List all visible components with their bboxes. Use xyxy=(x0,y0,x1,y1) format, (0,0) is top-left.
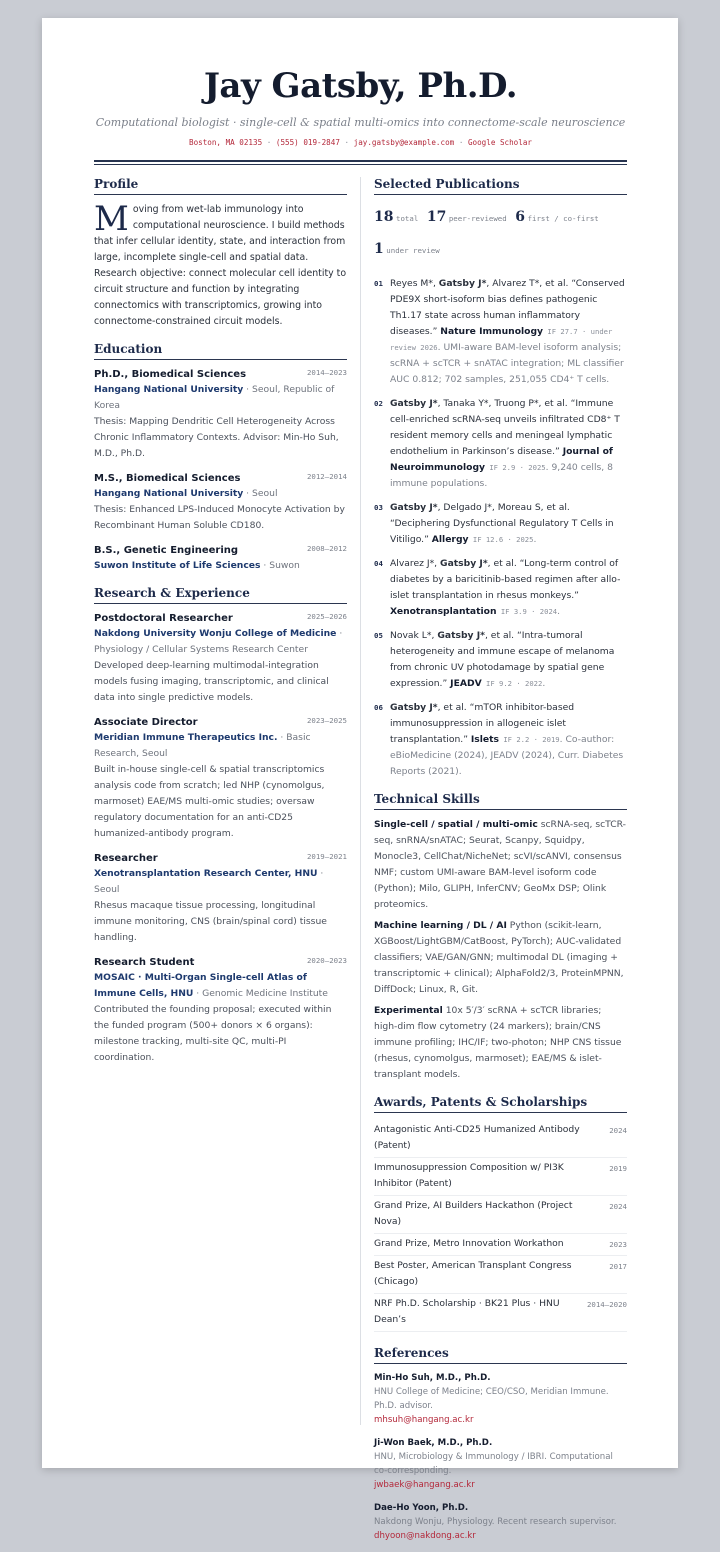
column-divider xyxy=(360,177,361,1425)
institution-location: · Suwon xyxy=(260,560,300,571)
stat-total-label: total xyxy=(396,214,419,223)
institution-line xyxy=(94,486,347,502)
stat-total-count: 18 xyxy=(374,209,394,225)
google-scholar-link[interactable]: Google Scholar xyxy=(467,138,532,147)
institution-name: Hangang National University xyxy=(94,488,244,499)
institution-name: Suwon Institute of Life Sciences xyxy=(94,560,261,571)
reference-affiliation: HNU, Microbiology & Immunology / IBRI. Computational co-corresponding. xyxy=(374,1452,613,1476)
reference-affiliation: Nakdong Wonju, Physiology. Recent research supervisor. xyxy=(374,1517,617,1527)
experience-list xyxy=(94,611,347,1066)
reference-name: Ji-Won Baek, M.D., Ph.D. xyxy=(374,1438,493,1448)
award-item xyxy=(374,1196,627,1234)
skill-label: Experimental xyxy=(374,1005,443,1016)
organization-detail: · Physiology / Cellular Systems Research Center xyxy=(94,628,343,655)
education-list xyxy=(94,367,347,574)
entry-header xyxy=(94,715,347,730)
experience-entry xyxy=(94,611,347,706)
organization-line xyxy=(94,730,347,762)
organization-name: Meridian Immune Therapeutics Inc. xyxy=(94,732,278,743)
education-entry xyxy=(94,543,347,574)
degree-title: M.S., Biomedical Sciences xyxy=(94,473,241,484)
resume-header xyxy=(94,18,627,148)
tagline: Computational biologist · single-cell & spatial multi-omics into connectome-scale neuroscience xyxy=(95,116,626,129)
skill-group xyxy=(374,918,627,998)
award-item xyxy=(374,1234,627,1256)
award-date: 2014–2020 xyxy=(586,1300,627,1309)
resume-page xyxy=(42,18,678,1541)
publication-journal: Journal of Neuroimmunology xyxy=(390,446,613,473)
publication-journal: Xenotransplantation xyxy=(390,606,497,617)
publication-number: 01 xyxy=(374,279,383,288)
reference-item xyxy=(374,1501,627,1543)
publication-self-author: Gatsby J* xyxy=(437,630,485,641)
role-description: Rhesus macaque tissue processing, longitudinal immune monitoring, CNS (brain/spinal cord) tissue handling. xyxy=(94,900,327,943)
section-title-awards: Awards, Patents & Scholarships xyxy=(374,1095,627,1113)
award-text: Antagonistic Anti-CD25 Humanized Antibody (Patent) xyxy=(374,1124,580,1151)
education-entry xyxy=(94,471,347,534)
education-entry xyxy=(94,367,347,462)
publication-citation: , Tanaka Y*, Truong P*, et al. “Immune cell-enriched scRNA-seq unveils infiltrated CD8⁺ T resident memory cells and meningeal lymphatic endothelium in Parkinson’s disease.” xyxy=(390,398,620,457)
references-list xyxy=(374,1371,627,1543)
contact-line xyxy=(94,138,627,148)
institution-location: · Seoul xyxy=(243,488,278,499)
reference-item xyxy=(374,1371,627,1427)
reference-item xyxy=(374,1436,627,1492)
publication-item xyxy=(374,500,627,548)
publication-self-author: Gatsby J* xyxy=(438,278,487,289)
organization-name: Xenotransplantation Research Center, HNU xyxy=(94,868,318,879)
award-text: NRF Ph.D. Scholarship · BK21 Plus · HNU Dean’s xyxy=(374,1298,560,1325)
organization-detail: · Seoul xyxy=(94,868,324,895)
organization-line xyxy=(94,866,347,898)
thesis-text: Thesis: Enhanced LPS-Induced Monocyte Activation by Recombinant Human Soluble CD180. xyxy=(94,504,345,531)
reference-name: Min-Ho Suh, M.D., Ph.D. xyxy=(374,1373,491,1383)
entry-header xyxy=(94,851,347,866)
profile-body: oving from wet-lab immunology into computational neuroscience. I build methods that infer cellular identity, state, and interaction from large, incomplete single-cell and spatial data. Research objective: connect molecular cell identity to circuit structure and function by integrating connectomics with transcriptomics, growing into connectome-constrained circuit models. xyxy=(94,204,347,327)
entry-date: 2012–2014 xyxy=(306,472,347,481)
publication-meta: IF 2.9 · 2025 xyxy=(485,463,546,472)
role-title: Postdoctoral Researcher xyxy=(94,613,233,624)
candidate-name: Jay Gatsby, Ph.D. xyxy=(203,66,518,106)
degree-title: B.S., Genetic Engineering xyxy=(94,545,239,556)
publication-journal: JEADV xyxy=(450,678,482,689)
publication-number: 05 xyxy=(374,631,383,640)
publication-meta: IF 9.2 · 2022 xyxy=(481,679,543,688)
skill-label: Single-cell / spatial / multi-omic xyxy=(374,819,538,830)
reference-email-link[interactable]: mhsuh@hangang.ac.kr xyxy=(374,1415,474,1425)
publication-self-author: Gatsby J* xyxy=(390,702,438,713)
entry-date: 2023–2025 xyxy=(306,716,347,725)
institution-name: Hangang National University xyxy=(94,384,244,395)
publication-journal: Nature Immunology xyxy=(440,326,544,337)
left-column xyxy=(94,177,347,1075)
publication-authors-pre: Reyes M*, xyxy=(390,278,439,289)
award-date: 2024 xyxy=(609,1126,627,1135)
skill-group xyxy=(374,817,627,913)
entry-header xyxy=(94,471,347,486)
stat-first-count: 6 xyxy=(515,209,526,225)
publication-number: 03 xyxy=(374,503,383,512)
award-item xyxy=(374,1256,627,1294)
publication-self-author: Gatsby J* xyxy=(390,502,438,513)
skills-list xyxy=(374,817,627,1083)
contact-separator: · xyxy=(344,138,350,147)
experience-entry xyxy=(94,955,347,1066)
degree-title: Ph.D., Biomedical Sciences xyxy=(94,369,247,380)
reference-name: Dae-Ho Yoon, Ph.D. xyxy=(374,1503,469,1513)
publication-note: . Co-author: eBioMedicine (2024), JEADV (2024), Curr. Diabetes Reports (2021). xyxy=(390,734,624,777)
publication-citation: , et al. “Long-term control of diabetes by a baricitinib-based regimen after allo-islet transplantation in rhesus monkeys.” xyxy=(390,558,621,601)
publication-list xyxy=(374,276,627,780)
entry-header xyxy=(94,611,347,626)
organization-name: Nakdong University Wonju College of Medicine xyxy=(94,628,337,639)
role-description: Contributed the founding proposal; executed within the funded program (500+ donors × 6 organs): milestone tracking, multi-site QC, multi-PI coordination. xyxy=(94,1004,332,1063)
skill-text: scRNA-seq, scTCR-seq, snRNA/snATAC; Seurat, Scanpy, Squidpy, Monocle3, CellChat/NicheNet; scVI/scANVI, consensus NMF; custom UMI-aware BAM-level isoform code (Python); Milo, GLIPH, InferCNV; GeoMx DSP; Olink proteomics. xyxy=(374,819,626,910)
section-title-experience: Research & Experience xyxy=(94,586,347,604)
role-title: Researcher xyxy=(94,853,158,864)
award-text: Grand Prize, Metro Innovation Workathon xyxy=(374,1238,564,1249)
section-title-references: References xyxy=(374,1346,627,1364)
contact-separator: · xyxy=(458,138,464,147)
skill-text: 10x 5′/3′ scRNA + scTCR libraries; high-dim flow cytometry (24 markers); brain/CNS immune profiling; IHC/IF; two-photon; NHP CNS tissue (rhesus, cynomolgus, marmoset); EAE/MS & islet-transplant models. xyxy=(374,1005,622,1080)
section-title-publications: Selected Publications xyxy=(374,177,627,195)
publication-note: . xyxy=(557,606,561,617)
stat-peer-label: peer-reviewed xyxy=(448,214,507,223)
publication-citation: , et al. “Intra-tumoral heterogeneity and immune escape of melanoma from chronic UV photodamage by spatial gene expression.” xyxy=(390,630,615,689)
award-date: 2024 xyxy=(609,1202,627,1211)
stat-peer-count: 17 xyxy=(426,209,447,225)
role-description: Built in-house single-cell & spatial transcriptomics analysis code from scratch; led NHP (cynomolgus, marmoset) EAE/MS multi-omic studies; oversaw regulatory documentation for an anti-CD25 humanized-antibody program. xyxy=(94,764,325,839)
right-column xyxy=(374,177,627,1552)
publication-item xyxy=(374,556,627,620)
profile-dropcap: M xyxy=(94,199,129,239)
publication-note: . UMI-aware BAM-level isoform analysis; scRNA + scTCR + snATAC integration; ML classifier AUC 0.812; 702 samples, 251,055 CD4⁺ T cells. xyxy=(390,342,624,385)
role-title: Research Student xyxy=(94,957,195,968)
publication-meta: IF 12.6 · 2025 xyxy=(468,535,534,544)
publication-self-author: Gatsby J* xyxy=(390,398,438,409)
award-date: 2023 xyxy=(609,1240,627,1249)
skill-group xyxy=(374,1003,627,1083)
header-rule xyxy=(94,160,627,165)
publication-number: 02 xyxy=(374,399,383,408)
entry-date: 2025–2026 xyxy=(306,612,347,621)
award-text: Immunosuppression Composition w/ PI3K Inhibitor (Patent) xyxy=(374,1162,564,1189)
award-text: Best Poster, American Transplant Congress (Chicago) xyxy=(374,1260,572,1287)
publication-meta: IF 2.2 · 2019 xyxy=(499,735,560,744)
publication-note: . xyxy=(542,678,546,689)
publication-stats xyxy=(374,202,627,266)
publication-authors-pre: Novak L*, xyxy=(390,630,438,641)
publication-citation: , Alvarez T*, et al. “Conserved PDE9X short-isoform bias defines pathogenic Th1.17 state across human inflammatory diseases.” xyxy=(390,278,625,337)
thesis-text: Thesis: Mapping Dendritic Cell Heterogeneity Across Chronic Inflammatory Contexts. Advisor: Min-Ho Suh, M.D., Ph.D. xyxy=(94,416,339,459)
institution-location: · Seoul, Republic of Korea xyxy=(94,384,335,411)
publication-authors-pre: Alvarez J*, xyxy=(390,558,441,569)
entry-header xyxy=(94,367,347,382)
stat-review-count: 1 xyxy=(374,241,384,257)
publication-self-author: Gatsby J* xyxy=(440,558,488,569)
organization-detail: · Genomic Medicine Institute xyxy=(193,988,328,999)
entry-date: 2014–2023 xyxy=(306,368,347,377)
institution-line xyxy=(94,558,347,574)
section-title-skills: Technical Skills xyxy=(374,792,627,810)
award-text: Grand Prize, AI Builders Hackathon (Project Nova) xyxy=(374,1200,573,1227)
publication-item xyxy=(374,396,627,492)
award-item xyxy=(374,1294,627,1332)
experience-entry xyxy=(94,715,347,842)
publication-citation: , Delgado J*, Moreau S, et al. “Deciphering Dysfunctional Regulatory T Cells in Vitiligo.” xyxy=(390,502,614,545)
contact-location: Boston, MA 02135 xyxy=(189,138,263,147)
publication-item xyxy=(374,276,627,388)
contact-separator: · xyxy=(266,138,272,147)
skill-text: Python (scikit-learn, XGBoost/LightGBM/CatBoost, PyTorch); AUC-validated classifiers; VAE/GAN/GNN; multimodal DL (imaging + transcriptomic + clinical); AlphaFold2/3, ProteinMPNN, DiffDock; Linux, R, Git. xyxy=(374,920,624,995)
entry-date: 2019–2021 xyxy=(306,852,347,861)
publication-item xyxy=(374,700,627,780)
entry-header xyxy=(94,955,347,970)
publication-journal: Allergy xyxy=(431,534,469,545)
entry-date: 2020–2023 xyxy=(306,956,347,965)
award-item xyxy=(374,1120,627,1158)
organization-name: MOSAIC · Multi-Organ Single-cell Atlas of Immune Cells, HNU xyxy=(94,972,307,999)
publication-number: 06 xyxy=(374,703,383,712)
stat-first-label: first / co-first xyxy=(527,214,599,223)
award-date: 2019 xyxy=(609,1164,627,1173)
reference-email-link[interactable]: dhyoon@nakdong.ac.kr xyxy=(374,1531,476,1541)
organization-detail: · Basic Research, Seoul xyxy=(94,732,311,759)
experience-entry xyxy=(94,851,347,946)
stat-review-label: under review xyxy=(386,246,440,255)
contact-phone: (555) 019-2847 xyxy=(275,138,340,147)
contact-email-link[interactable]: jay.gatsby@example.com xyxy=(353,138,455,147)
section-title-profile: Profile xyxy=(94,177,347,195)
organization-line xyxy=(94,970,347,1002)
entry-date: 2008–2012 xyxy=(306,544,347,553)
awards-list xyxy=(374,1120,627,1332)
publication-note: . xyxy=(533,534,537,545)
publication-number: 04 xyxy=(374,559,383,568)
reference-email-link[interactable]: jwbaek@hangang.ac.kr xyxy=(374,1480,475,1490)
skill-label: Machine learning / DL / AI xyxy=(374,920,507,931)
organization-line xyxy=(94,626,347,658)
profile-text xyxy=(94,199,347,330)
role-description: Developed deep-learning multimodal-integration models fusing imaging, transcriptomic, and clinical data into single predictive models. xyxy=(94,660,329,703)
publication-item xyxy=(374,628,627,692)
role-title: Associate Director xyxy=(94,717,198,728)
reference-affiliation: HNU College of Medicine; CEO/CSO, Meridian Immune. Ph.D. advisor. xyxy=(374,1387,609,1411)
publication-journal: Islets xyxy=(470,734,500,745)
institution-line xyxy=(94,382,347,414)
publication-note: . 9,240 cells, 8 immune populations. xyxy=(390,462,613,489)
award-item xyxy=(374,1158,627,1196)
entry-header xyxy=(94,543,347,558)
publication-meta: IF 3.9 · 2024 xyxy=(496,607,558,616)
section-title-education: Education xyxy=(94,342,347,360)
publication-citation: , et al. “mTOR inhibitor-based immunosuppression in allogeneic islet transplantation.” xyxy=(390,702,575,745)
publication-meta: IF 27.7 · under review 2026 xyxy=(390,327,613,352)
award-date: 2017 xyxy=(609,1262,627,1271)
